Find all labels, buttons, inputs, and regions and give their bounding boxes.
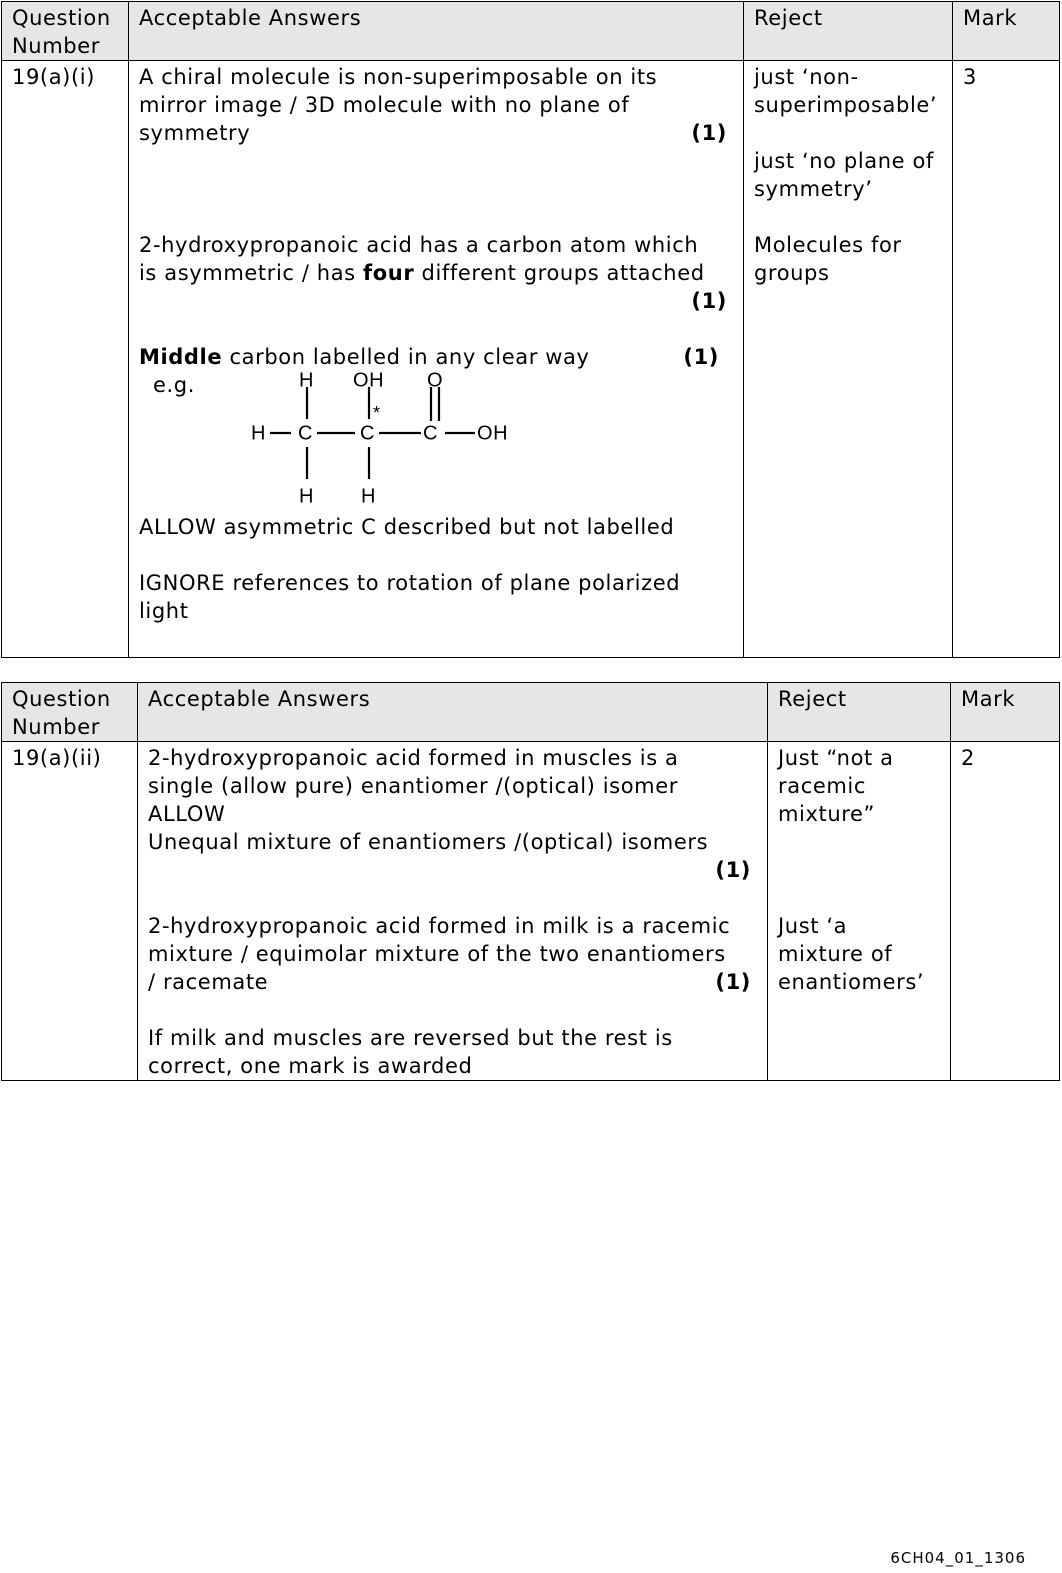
lactic-acid-structure [199, 371, 519, 511]
mark-allocation: (1) [691, 289, 727, 313]
answer-text: symmetry [139, 121, 251, 145]
answer-text [139, 119, 733, 147]
answer-text [148, 968, 757, 996]
reject-cell [744, 61, 953, 658]
atom-h-bottom-2: H [361, 485, 377, 508]
answer-text: mixture / equimolar mixture of the two enantiomers [148, 942, 726, 966]
answer-text: mirror image / 3D molecule with no plane of [139, 93, 630, 117]
atom-labels [251, 371, 508, 507]
emphasis-text: four [363, 261, 415, 285]
answer-text: 2-hydroxypropanoic acid formed in milk is a racemic [148, 914, 731, 938]
atom-h-bottom-1: H [299, 485, 315, 508]
answer-text: carbon labelled in any clear way [222, 345, 590, 369]
allow-text: ALLOW asymmetric C described but not labelled [139, 515, 675, 539]
answer-text [139, 259, 733, 287]
atom-oh-top: OH [353, 371, 385, 392]
reject-text: Just “not a [778, 746, 894, 770]
header-mark: Mark [951, 683, 1060, 742]
structural-formula [139, 371, 733, 511]
answer-text: different groups attached [414, 261, 705, 285]
reject-text: just ‘non- [754, 65, 859, 89]
emphasis-text: Middle [139, 345, 223, 369]
header-question-number: Question Number [2, 2, 129, 61]
answer-text: single (allow pure) enantiomer /(optical) isomer [148, 774, 678, 798]
header-reject: Reject [744, 2, 953, 61]
mark-value: 2 [951, 742, 1060, 1081]
reject-text: superimposable’ [754, 93, 938, 117]
header-row [2, 2, 1060, 61]
mark-allocation: (1) [691, 121, 727, 145]
answer-text: A chiral molecule is non-superimposable on its [139, 65, 658, 89]
reject-text: symmetry’ [754, 177, 873, 201]
answer-text: / racemate [148, 970, 269, 994]
answer-text: ALLOW [148, 802, 226, 826]
reject-text: enantiomers’ [778, 970, 925, 994]
answer-text: correct, one mark is awarded [148, 1054, 473, 1078]
header-row [2, 683, 1060, 742]
answer-text: is asymmetric / has [139, 261, 363, 285]
answer-row [2, 742, 1060, 1081]
answer-text: Unequal mixture of enantiomers /(optical) isomers [148, 830, 709, 854]
header-mark: Mark [953, 2, 1060, 61]
header-question-number: Question Number [2, 683, 138, 742]
atom-oh-right: OH [477, 422, 509, 445]
answer-row [2, 61, 1060, 658]
reject-text: Just ‘a [778, 914, 848, 938]
chiral-star: * [373, 403, 381, 423]
atom-c1: C [298, 422, 314, 445]
acceptable-answers-cell [129, 61, 744, 658]
reject-text: just ‘no plane of [754, 149, 934, 173]
reject-text: groups [754, 261, 830, 285]
header-acceptable-answers: Acceptable Answers [129, 2, 744, 61]
example-label: e.g. [153, 373, 196, 397]
mark-allocation: (1) [715, 970, 751, 994]
header-reject: Reject [768, 683, 951, 742]
atom-o-top: O [427, 371, 444, 392]
answer-text: 2-hydroxypropanoic acid has a carbon atom which [139, 233, 699, 257]
question-number: 19(a)(i) [2, 61, 129, 658]
reject-text: racemic [778, 774, 867, 798]
atom-c2-chiral: C [360, 422, 376, 445]
ignore-text: light [139, 599, 189, 623]
mark-allocation: (1) [715, 858, 751, 882]
reject-text: mixture of [778, 942, 893, 966]
ignore-text: IGNORE references to rotation of plane polarized [139, 571, 681, 595]
reject-cell [768, 742, 951, 1081]
acceptable-answers-cell [138, 742, 768, 1081]
mark-scheme-table-19aii [1, 682, 1060, 1081]
atom-c3: C [423, 422, 439, 445]
answer-text [139, 343, 733, 371]
answer-text: 2-hydroxypropanoic acid formed in muscles is a [148, 746, 679, 770]
reject-text: Molecules for [754, 233, 902, 257]
atom-h-top-1: H [299, 371, 315, 392]
header-acceptable-answers: Acceptable Answers [138, 683, 768, 742]
page-footer-code: 6CH04_01_1306 [890, 1549, 1026, 1567]
reject-text: mixture” [778, 802, 876, 826]
mark-allocation: (1) [683, 345, 719, 369]
atom-h-left: H [251, 422, 267, 445]
question-number: 19(a)(ii) [2, 742, 138, 1081]
mark-scheme-table-19ai [1, 1, 1060, 658]
mark-value: 3 [953, 61, 1060, 658]
answer-text: If milk and muscles are reversed but the rest is [148, 1026, 673, 1050]
